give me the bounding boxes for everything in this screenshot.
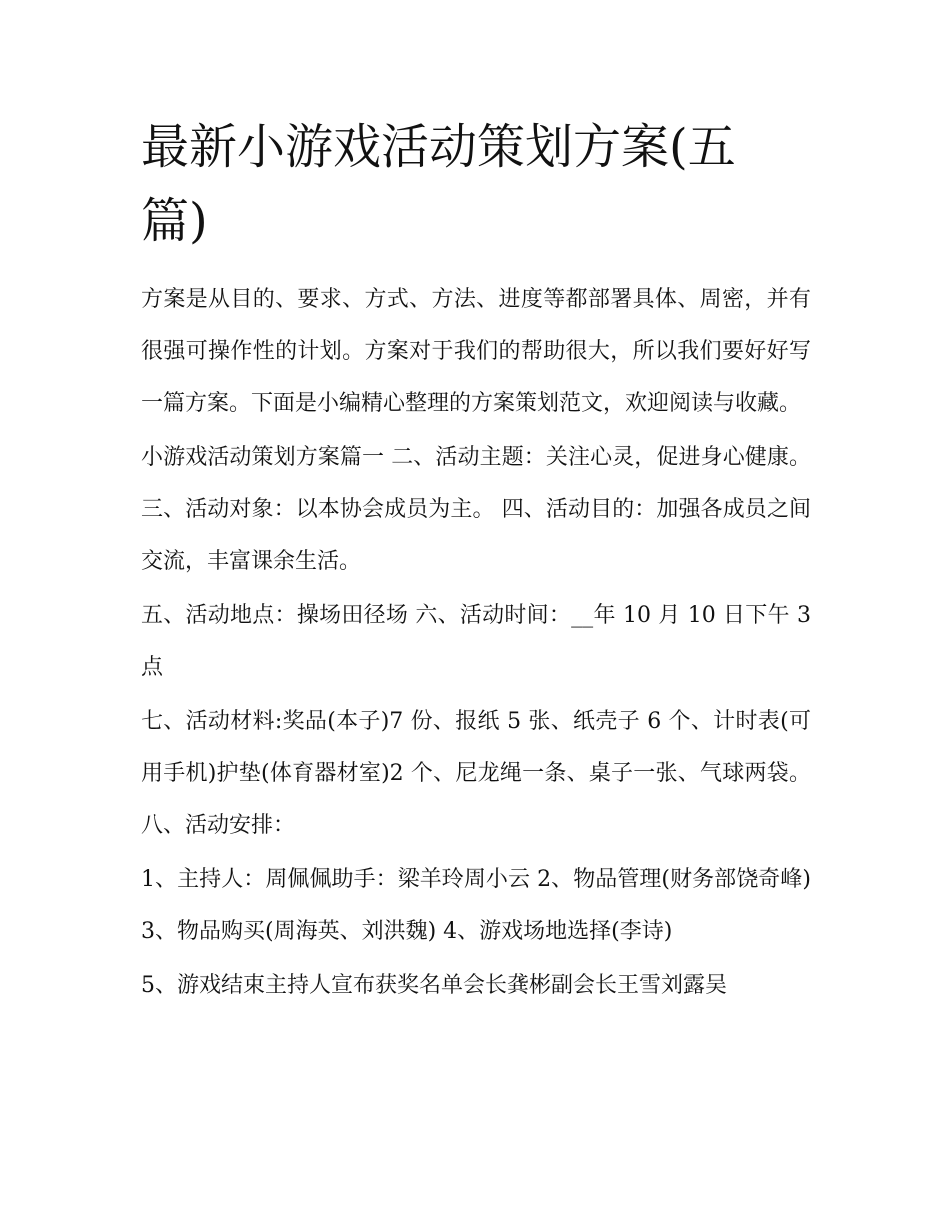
paragraph-staff-assignments: 1、主持人：周佩佩助手：梁羊玲周小云 2、物品管理(财务部饶奇峰) 3、物品购买(周海英、刘洪魏) 4、游戏场地选择(李诗) (141, 867, 811, 944)
paragraph-theme-target-purpose: 小游戏活动策划方案篇一 二、活动主题：关注心灵，促进身心健康。 三、活动对象：以本协会成员为主。 四、活动目的：加强各成员之间交流，丰富课余生活。 (141, 445, 811, 574)
document-title: 最新小游戏活动策划方案(五篇) (141, 119, 736, 249)
paragraph-intro: 方案是从目的、要求、方式、方法、进度等都部署具体、周密，并有很强可操作性的计划。方案对于我们的帮助很大，所以我们要好好写一篇方案。下面是小编精心整理的方案策划范文，欢迎阅读与收藏。 (141, 287, 811, 416)
paragraph-materials: 七、活动材料:奖品(本子)7 份、报纸 5 张、纸壳子 6 个、计时表(可用手机)护垫(体育器材室)2 个、尼龙绳一条、桌子一张、气球两袋。 八、活动安排： (141, 709, 811, 838)
document-page (141, 110, 821, 1014)
paragraph-location-time: 五、活动地点：操场田径场 六、活动时间：__年 10 月 10 日下午 3 点 (141, 603, 811, 680)
paragraph-closing: 5、游戏结束主持人宣布获奖名单会长龚彬副会长王雪刘露吴 (141, 973, 727, 998)
